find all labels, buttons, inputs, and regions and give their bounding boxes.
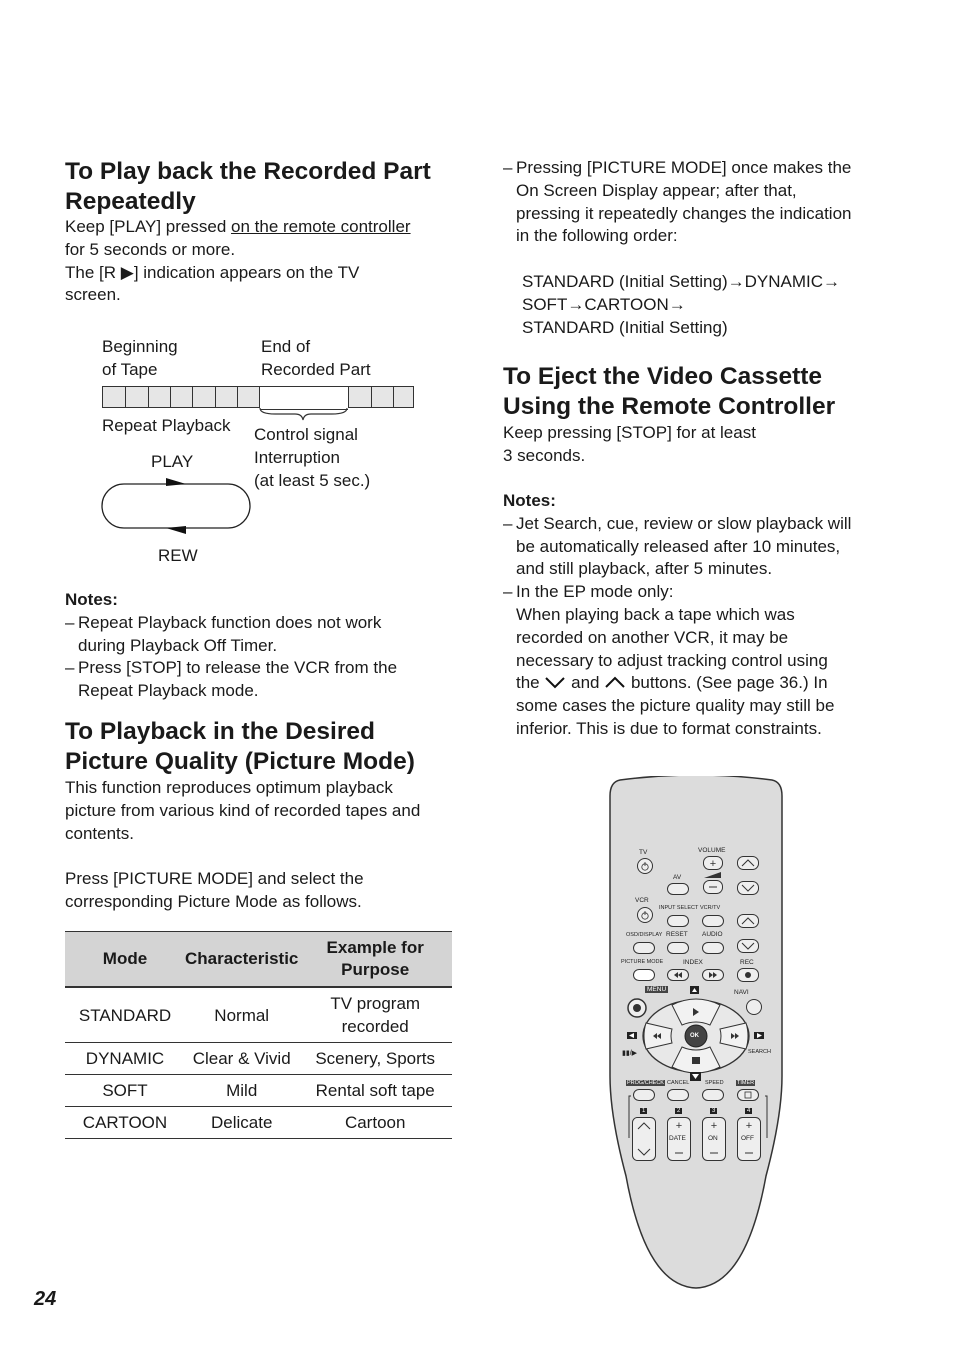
audio-button[interactable]	[702, 942, 724, 954]
notes-title: Notes:	[503, 491, 556, 510]
table-header-row	[65, 932, 452, 988]
note-item: – Press [STOP] to release the VCR from the Repeat Playback mode.	[65, 658, 398, 701]
heading-line: To Playback in the Desired	[65, 718, 375, 745]
rec-button[interactable]	[737, 968, 759, 982]
heading-line: Picture Quality (Picture Mode)	[65, 748, 415, 775]
section-repeat-body	[65, 216, 460, 307]
ok-button[interactable]: OK	[690, 1033, 699, 1039]
paragraph: screen.	[65, 285, 121, 305]
paragraph: for 5 seconds or more.	[65, 239, 236, 259]
heading-line: Using the Remote Controller	[503, 393, 836, 420]
timer-label: TIMER	[737, 1080, 755, 1086]
tv-label: TV	[639, 849, 648, 856]
vcr-label: VCR	[635, 897, 649, 904]
picture-mode-order-note: – Pressing [PICTURE MODE] once makes the On Screen Display appear; after that, pressing it repeatedly changes the indication in the following order:	[503, 158, 852, 246]
header-mode: Mode	[65, 932, 185, 988]
input-select-button[interactable]	[667, 915, 689, 927]
paragraph	[65, 216, 460, 239]
number-3-label: 3	[712, 1108, 716, 1114]
paragraph: The [R ▶] indication appears on the TV	[65, 262, 360, 282]
search-label: SEARCH	[748, 1049, 771, 1055]
chevron-down-icon	[544, 675, 566, 689]
section-picture-heading	[65, 717, 460, 777]
repeat-notes	[65, 589, 460, 703]
osd-display-label: OSD/DISPLAY	[626, 932, 663, 938]
channel-down-button[interactable]	[737, 881, 759, 895]
volume-up-button[interactable]	[703, 856, 723, 870]
table-row: STANDARD Normal TV program recorded	[65, 987, 452, 1043]
picture-mode-table	[65, 931, 452, 1139]
eject-notes	[503, 490, 903, 741]
volume-wedge-icon	[704, 871, 722, 879]
end-label: End of Recorded Part	[261, 337, 371, 379]
control-signal-label: Control signal Interruption (at least 5 sec.)	[254, 425, 371, 490]
index-label: INDEX	[683, 959, 703, 966]
underlined-text: on the remote controller	[231, 217, 411, 236]
svg-text:+: +	[710, 1120, 718, 1132]
heading-line: Repeatedly	[65, 188, 196, 215]
prog-check-label: PROG/CHECK	[627, 1080, 664, 1086]
number-2-label: 2	[677, 1108, 681, 1114]
cancel-label: CANCEL	[667, 1080, 690, 1086]
on-label: ON	[708, 1135, 718, 1142]
page-number: 24	[34, 1288, 57, 1310]
reset-button[interactable]	[667, 942, 689, 954]
tracking-down-button[interactable]	[737, 939, 759, 953]
note-item: – Repeat Playback function does not work during Playback Off Timer.	[65, 612, 382, 655]
vcr-power-button[interactable]	[636, 906, 654, 924]
table-row: SOFT Mild Rental soft tape	[65, 1075, 452, 1107]
down-arrow-icon	[690, 1072, 701, 1081]
vcr-tv-button[interactable]	[702, 915, 724, 927]
repeat-playback-label: Repeat Playback	[102, 416, 231, 435]
heading-line: To Play back the Recorded Part	[65, 158, 431, 185]
section-picture-body: This function reproduces optimum playback picture from various kind of recorded tapes and contents. Press [PICTURE MODE] and select the corresponding Picture Mode as follows.	[65, 778, 421, 911]
table-row: CARTOON Delicate Cartoon	[65, 1107, 452, 1139]
index-back-button[interactable]	[667, 969, 689, 981]
tape-bar	[102, 386, 414, 408]
header-example: Example for Purpose	[298, 932, 452, 988]
input-select-label: INPUT SELECT	[659, 905, 699, 911]
play-label: PLAY	[151, 452, 194, 471]
rec-label: REC	[740, 959, 754, 966]
channel-rocker-button[interactable]	[632, 1117, 656, 1161]
tracking-up-button[interactable]	[737, 914, 759, 928]
header-characteristic: Characteristic	[185, 932, 298, 988]
av-label: AV	[673, 874, 682, 881]
beginning-label: Beginning of Tape	[102, 337, 178, 379]
note-item: – In the EP mode only: When playing back a tape which was recorded on another VCR, it may be necessary to adjust tracking control using the and buttons. (See page 36.) In some cases the picture quality may still be inferior. This is due to format constraints.	[503, 582, 835, 738]
number-4-label: 4	[747, 1108, 751, 1114]
table-row: DYNAMIC Clear & Vivid Scenery, Sports	[65, 1043, 452, 1075]
rew-label: REW	[158, 546, 198, 565]
number-1-label: 1	[642, 1108, 646, 1114]
note-item: – Jet Search, cue, review or slow playback will be automatically released after 10 minutes, and still playback, after 5 minutes.	[503, 513, 852, 579]
volume-label: VOLUME	[698, 847, 726, 854]
picture-mode-button[interactable]	[633, 969, 655, 981]
audio-label: AUDIO	[702, 931, 723, 938]
text: Keep [PLAY] pressed	[65, 217, 232, 236]
chevron-up-icon	[604, 675, 626, 689]
volume-down-button[interactable]	[703, 880, 723, 894]
notes-title: Notes:	[65, 590, 118, 609]
channel-up-button[interactable]	[737, 856, 759, 870]
mode-order: STANDARD (Initial Setting)→DYNAMIC→ SOFT→CARTOON→ STANDARD (Initial Setting)	[522, 272, 841, 337]
osd-display-button[interactable]	[633, 942, 655, 954]
svg-text:+: +	[745, 1120, 753, 1132]
svg-text:+: +	[709, 858, 717, 870]
section-repeat-heading	[65, 157, 460, 217]
vcr-tv-label: VCR/TV	[700, 905, 721, 911]
av-button[interactable]	[667, 883, 689, 895]
navi-label: NAVI	[734, 989, 749, 996]
off-label: OFF	[741, 1135, 754, 1142]
svg-text:+: +	[675, 1120, 683, 1132]
menu-label: MENU	[647, 986, 667, 993]
index-forward-button[interactable]	[702, 969, 724, 981]
loop-arrow-icon	[100, 474, 254, 538]
brace-icon	[255, 406, 355, 422]
reset-label: RESET	[666, 931, 688, 938]
section-eject-heading	[503, 362, 903, 422]
tv-power-button[interactable]	[636, 857, 654, 875]
date-label: DATE	[669, 1135, 686, 1142]
slow-still-icon: ▮▮/▶	[622, 1050, 638, 1057]
picture-mode-label: PICTURE MODE	[621, 959, 664, 965]
heading-line: To Eject the Video Cassette	[503, 363, 823, 390]
section-eject-body: Keep pressing [STOP] for at least 3 seconds.	[503, 423, 756, 465]
speed-label: SPEED	[705, 1080, 724, 1086]
